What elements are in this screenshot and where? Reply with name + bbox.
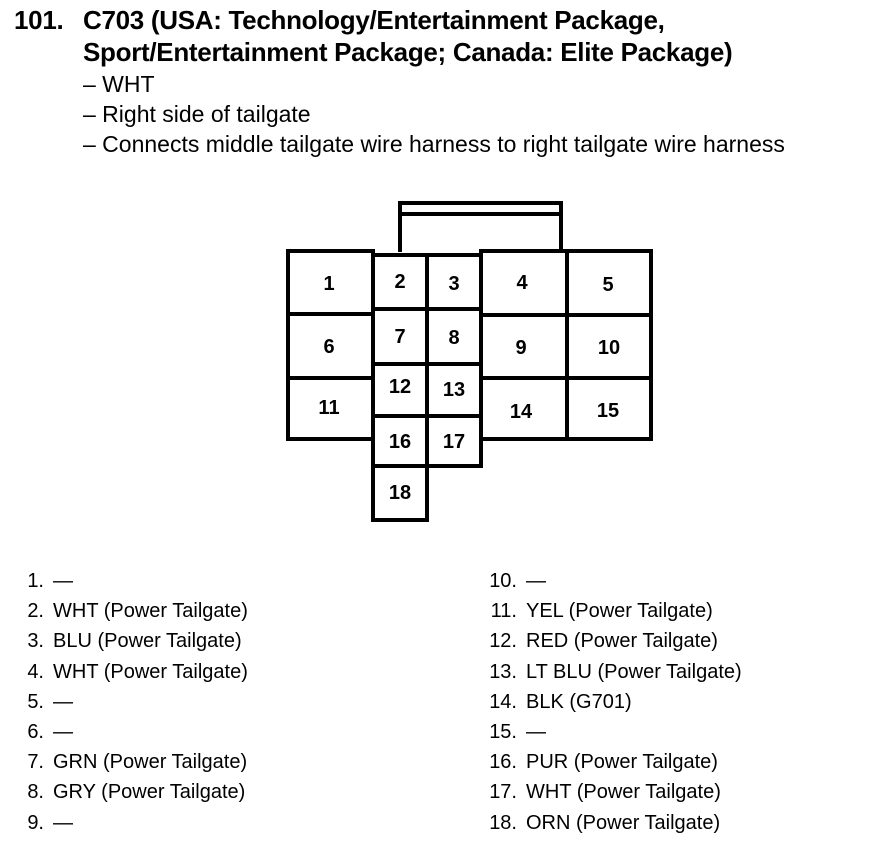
legend-item [24,747,248,777]
cavity-number-2: 2 [394,271,406,293]
cavity-number-12: 12 [388,376,412,398]
cavity-number-1: 1 [323,273,335,295]
pin-description: — [53,811,73,834]
legend-item [24,596,248,626]
pin-legend-column-2 [486,566,742,838]
item-number: 101. [14,5,64,35]
cavity-number-18: 18 [388,482,412,504]
legend-item [486,808,742,838]
pin-description: BLU (Power Tailgate) [53,630,242,653]
pin-description: GRY (Power Tailgate) [53,781,246,804]
cavity-number-15: 15 [596,400,620,422]
cavity-number-17: 17 [442,431,466,453]
legend-item [24,687,248,717]
pin-number: 7. [27,751,44,774]
legend-item [486,717,742,747]
legend-item [24,717,248,747]
pin-number: 1. [27,570,44,592]
cavity-number-6: 6 [323,336,335,358]
pin-number: 11. [490,600,517,623]
pin-number: 2. [27,600,44,623]
cavity-number-11: 11 [318,397,340,419]
cavity-number-4: 4 [516,272,528,294]
pin-description: PUR (Power Tailgate) [526,751,718,774]
pin-legend-column-1 [24,566,248,838]
pin-description: WHT (Power Tailgate) [53,600,248,623]
pin-description: YEL (Power Tailgate) [526,600,713,623]
pin-number: 12. [489,630,517,653]
pin-description: WHT (Power Tailgate) [53,660,248,683]
cavity-number-9: 9 [515,337,527,359]
legend-item [24,777,248,807]
cavity-number-10: 10 [597,337,621,359]
pin-number: 9. [27,811,44,834]
legend-item [486,687,742,717]
pin-description: — [53,570,73,592]
legend-item [486,566,742,596]
title-line-1: C703 (USA: Technology/Entertainment Package, [83,5,665,35]
title-line-2: Sport/Entertainment Package; Canada: Elite Package) [83,37,733,67]
cavity-number-14: 14 [509,401,533,423]
pin-description: GRN (Power Tailgate) [53,751,248,774]
detail-connection: – Connects middle tailgate wire harness to right tailgate wire harness [83,131,785,157]
legend-item [24,808,248,838]
pin-number: 5. [27,690,44,713]
cavity-number-7: 7 [394,326,406,348]
legend-item [486,747,742,777]
cavity-number-16: 16 [388,431,412,453]
pin-description: ORN (Power Tailgate) [526,811,721,834]
pin-description: WHT (Power Tailgate) [526,781,721,804]
pin-description: RED (Power Tailgate) [526,630,718,653]
cavity-number-8: 8 [448,327,460,349]
legend-item [486,596,742,626]
detail-location: – Right side of tailgate [83,101,311,127]
legend-item [24,566,248,596]
legend-item [486,626,742,656]
pin-number: 6. [27,721,44,744]
pin-number: 8. [27,781,44,804]
legend-item [486,777,742,807]
pin-number: 18. [489,811,517,834]
pin-number: 10. [489,570,517,592]
pin-description: — [53,690,73,713]
pin-number: 17. [489,781,517,804]
cavity-number-3: 3 [448,273,460,295]
pin-number: 3. [27,630,44,653]
pin-number: 16. [489,751,517,774]
pin-description: BLK (G701) [526,690,632,713]
legend-item [24,657,248,687]
detail-color: – WHT [83,71,155,97]
pin-description: — [526,570,546,592]
pin-number: 14. [489,690,517,713]
pin-number: 4. [27,660,44,683]
pin-description: LT BLU (Power Tailgate) [526,660,742,683]
cavity-number-5: 5 [602,274,614,296]
connector-latch [400,203,561,252]
pin-description: — [526,721,546,744]
cavity-number-13: 13 [442,379,466,401]
legend-item [486,657,742,687]
legend-item [24,626,248,656]
pin-description: — [53,721,73,744]
pin-number: 13. [489,660,517,683]
pin-number: 15. [489,721,517,744]
